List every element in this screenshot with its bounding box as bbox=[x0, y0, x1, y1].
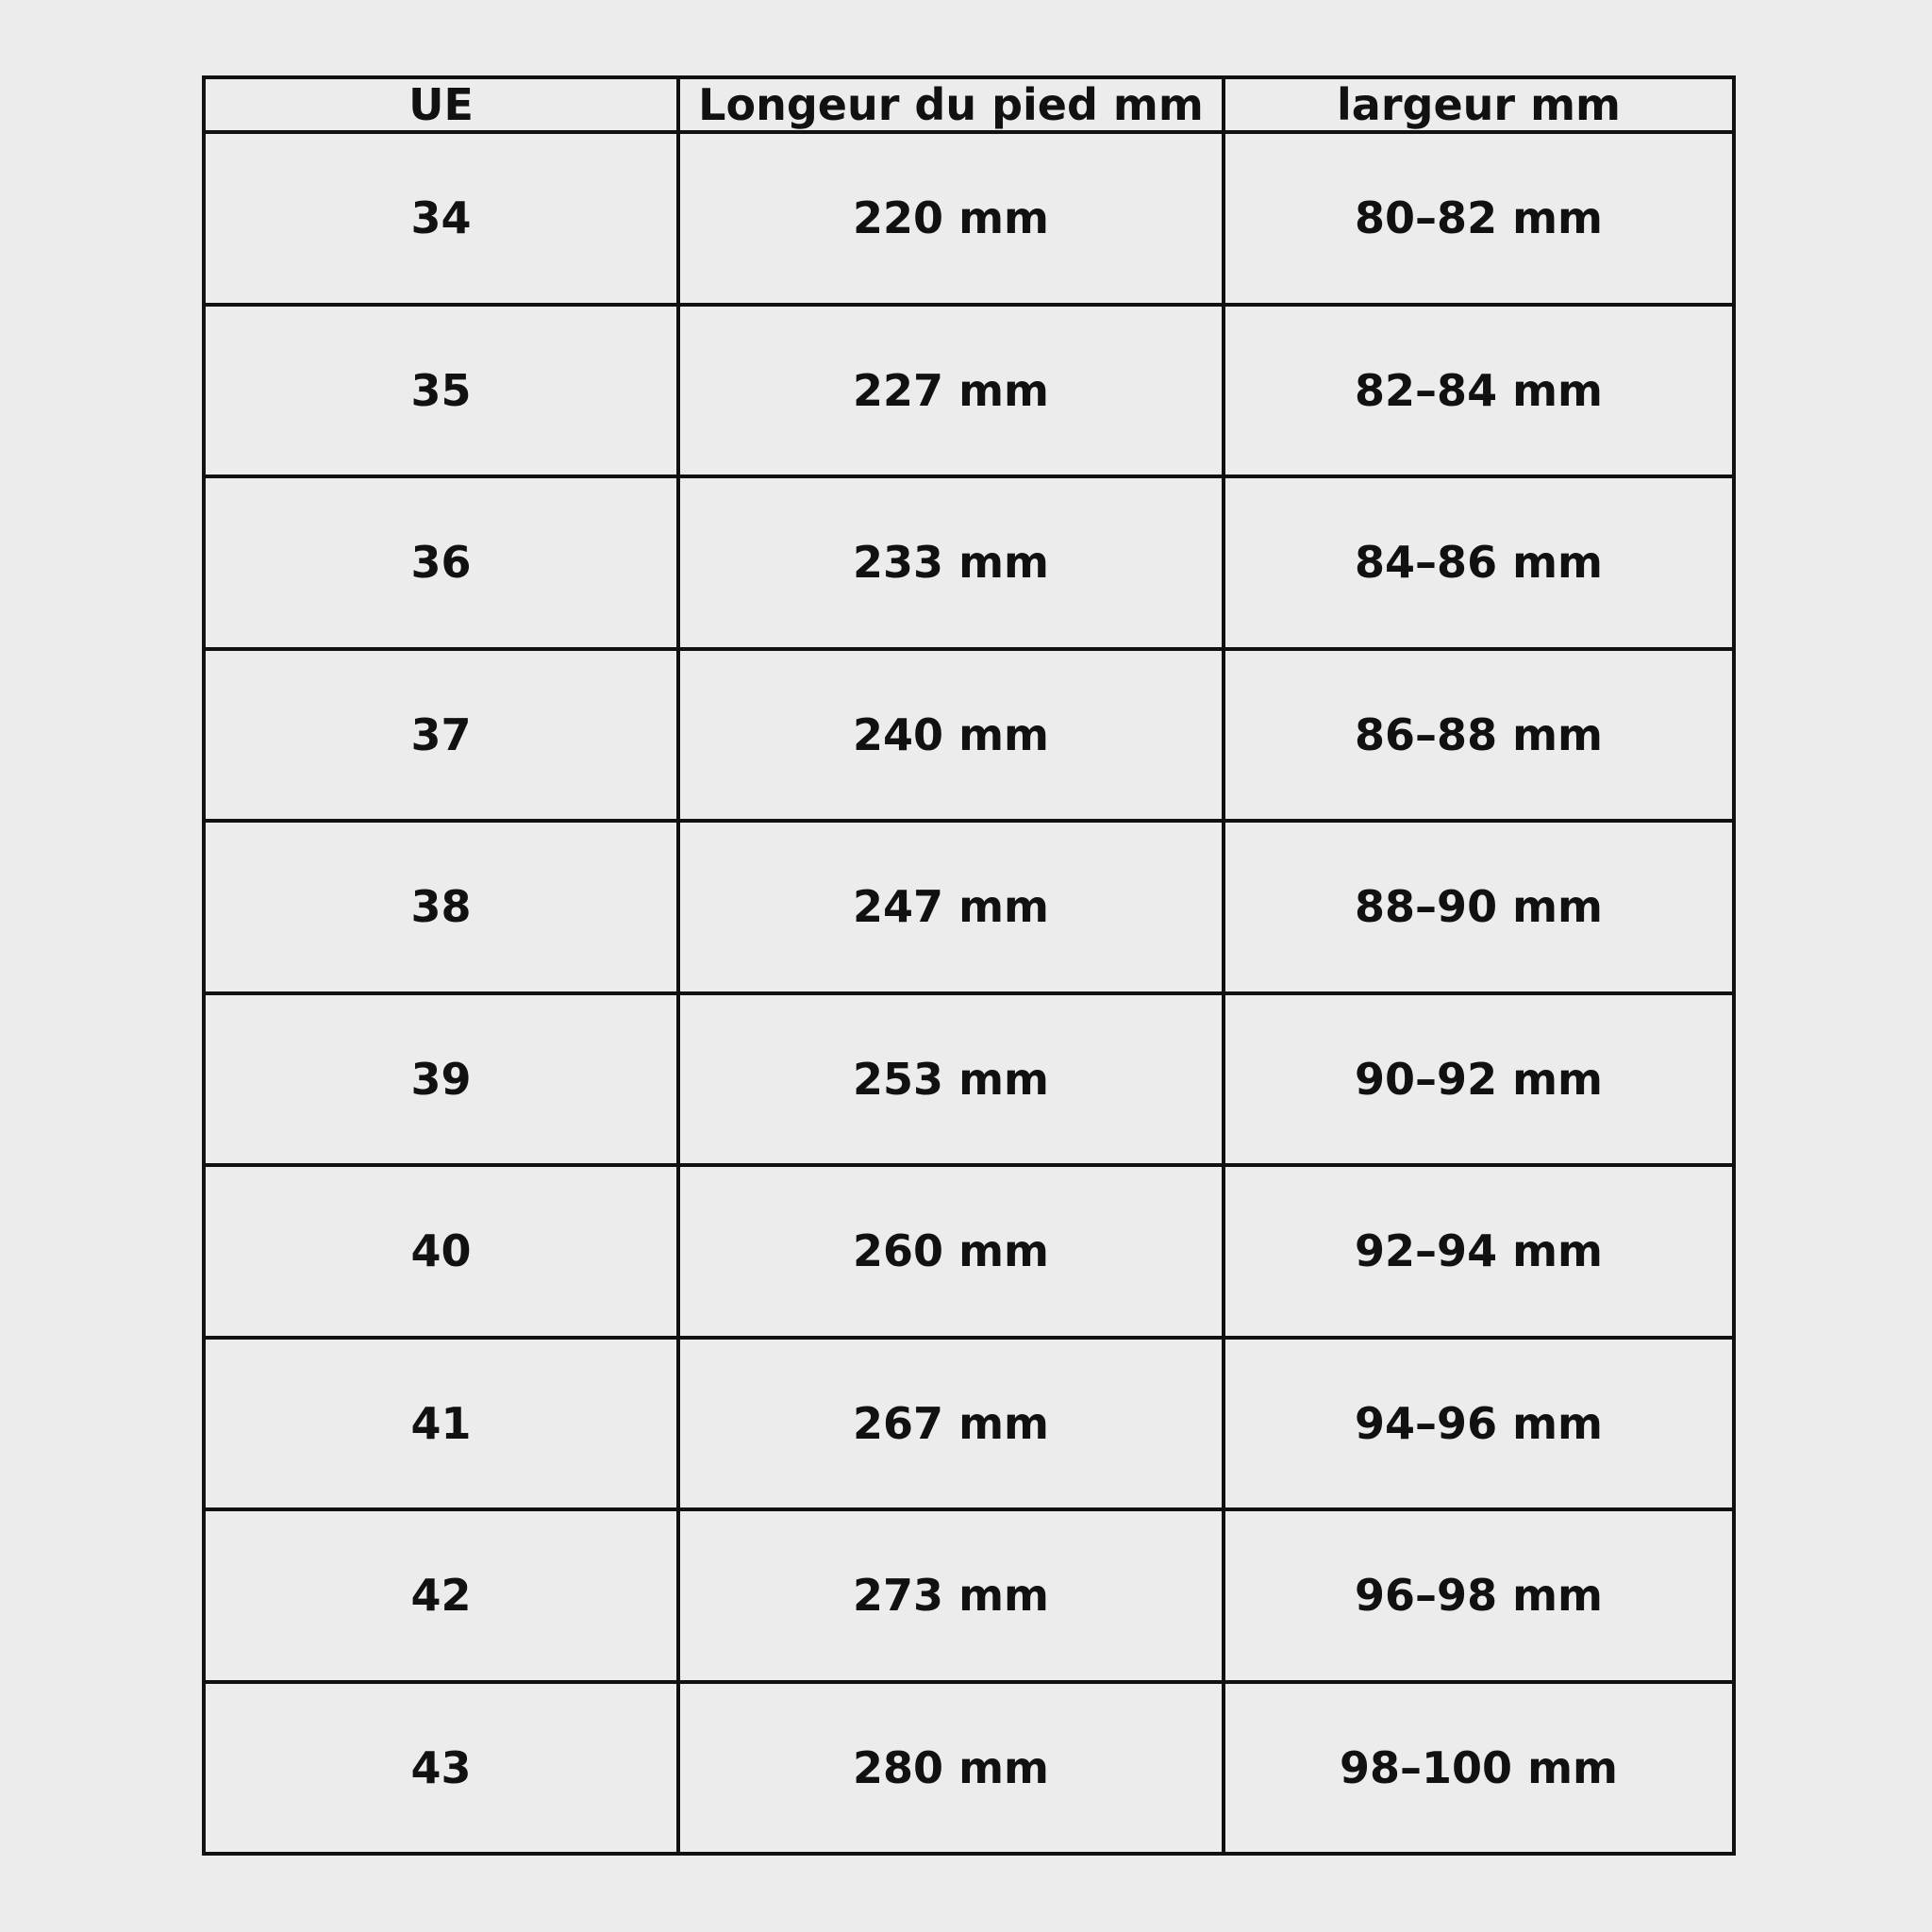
cell-foot-length: 273 mm bbox=[678, 1509, 1224, 1682]
header-foot-length: Longeur du pied mm bbox=[678, 77, 1224, 132]
cell-width: 82–84 mm bbox=[1224, 305, 1734, 477]
cell-foot-length: 233 mm bbox=[678, 476, 1224, 649]
cell-foot-length: 240 mm bbox=[678, 649, 1224, 822]
cell-width: 94–96 mm bbox=[1224, 1338, 1734, 1510]
cell-width: 92–94 mm bbox=[1224, 1165, 1734, 1338]
cell-foot-length: 260 mm bbox=[678, 1165, 1224, 1338]
cell-eu-size: 41 bbox=[204, 1338, 678, 1510]
cell-foot-length: 267 mm bbox=[678, 1338, 1224, 1510]
cell-foot-length: 227 mm bbox=[678, 305, 1224, 477]
cell-eu-size: 42 bbox=[204, 1509, 678, 1682]
cell-width: 98–100 mm bbox=[1224, 1682, 1734, 1855]
cell-foot-length: 280 mm bbox=[678, 1682, 1224, 1855]
cell-width: 80–82 mm bbox=[1224, 132, 1734, 305]
cell-width: 96–98 mm bbox=[1224, 1509, 1734, 1682]
cell-eu-size: 38 bbox=[204, 821, 678, 993]
header-eu-size: UE bbox=[204, 77, 678, 132]
cell-width: 86–88 mm bbox=[1224, 649, 1734, 822]
cell-eu-size: 36 bbox=[204, 476, 678, 649]
cell-eu-size: 43 bbox=[204, 1682, 678, 1855]
header-row bbox=[204, 77, 1734, 132]
cell-width: 84–86 mm bbox=[1224, 476, 1734, 649]
cell-width: 90–92 mm bbox=[1224, 993, 1734, 1166]
cell-eu-size: 34 bbox=[204, 132, 678, 305]
table-row bbox=[204, 993, 1734, 1166]
size-chart-table bbox=[202, 75, 1736, 1856]
cell-foot-length: 220 mm bbox=[678, 132, 1224, 305]
cell-width: 88–90 mm bbox=[1224, 821, 1734, 993]
cell-foot-length: 247 mm bbox=[678, 821, 1224, 993]
table-row bbox=[204, 305, 1734, 477]
table-row bbox=[204, 1682, 1734, 1855]
table-row bbox=[204, 649, 1734, 822]
header-width: largeur mm bbox=[1224, 77, 1734, 132]
table-row bbox=[204, 1165, 1734, 1338]
cell-eu-size: 35 bbox=[204, 305, 678, 477]
table-row bbox=[204, 1338, 1734, 1510]
cell-eu-size: 39 bbox=[204, 993, 678, 1166]
table-row bbox=[204, 1509, 1734, 1682]
cell-eu-size: 40 bbox=[204, 1165, 678, 1338]
table-row bbox=[204, 821, 1734, 993]
cell-foot-length: 253 mm bbox=[678, 993, 1224, 1166]
table-row bbox=[204, 476, 1734, 649]
cell-eu-size: 37 bbox=[204, 649, 678, 822]
table-row bbox=[204, 132, 1734, 305]
